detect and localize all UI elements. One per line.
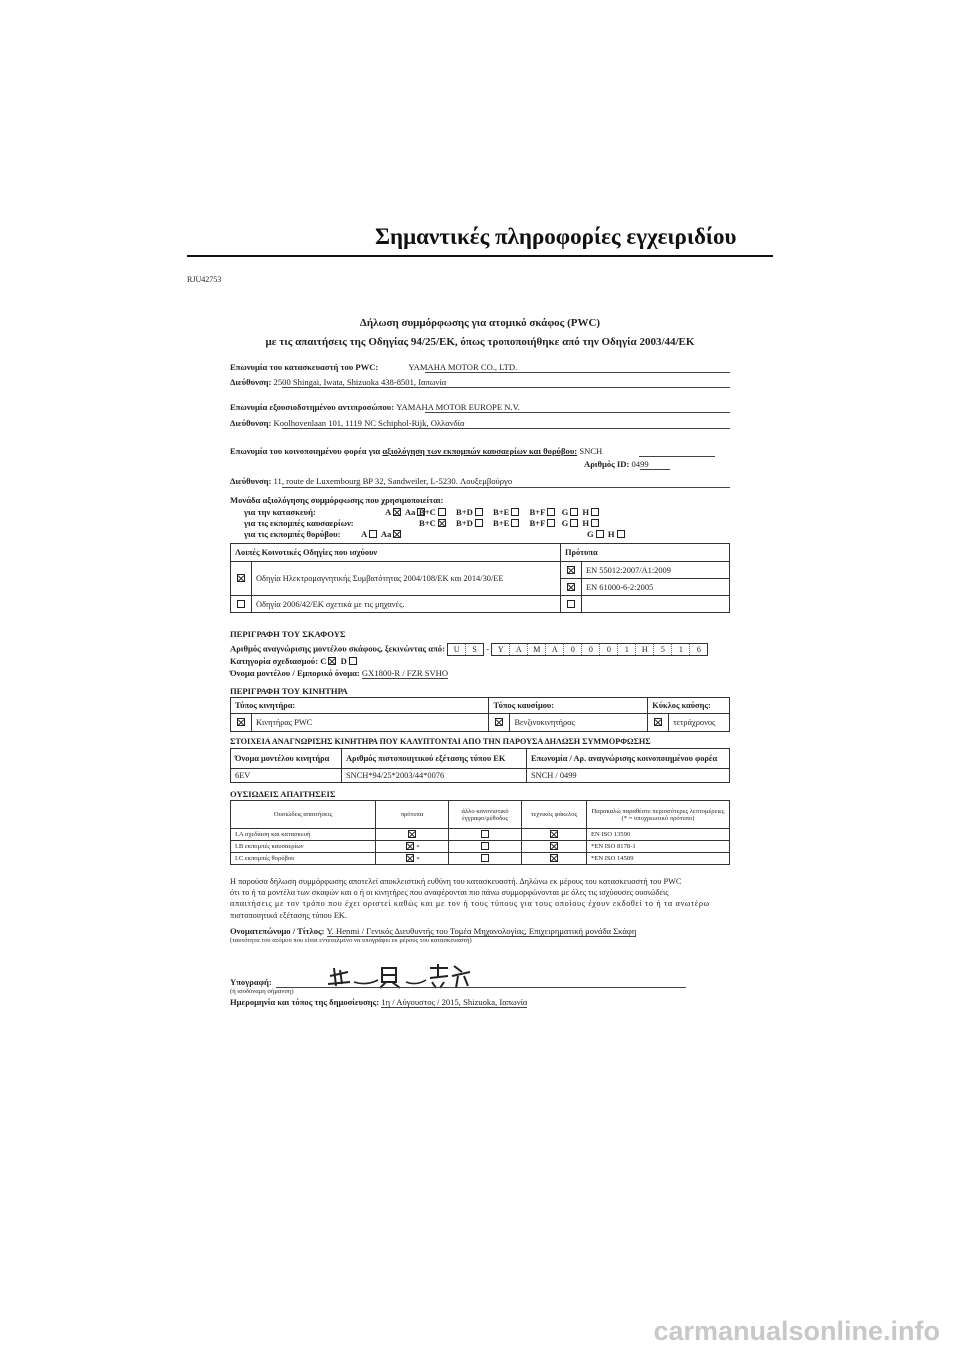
essential-row-other — [449, 829, 522, 841]
address2-row — [230, 418, 730, 428]
ident-table — [230, 748, 730, 783]
craft-id-char: 6 — [696, 645, 701, 654]
manufacturer-underline — [425, 372, 730, 373]
model-row — [230, 668, 730, 679]
essential-row-req: I.C εκπομπές θορύβου — [231, 853, 376, 865]
notified-body-underline — [639, 456, 715, 457]
ident-heading: ΣΤΟΙΧΕΙΑ ΑΝΑΓΝΩΡΙΣΗΣ ΚΙΝΗΤΗΡΑ ΠΟΥ ΚΑΛΥΠΤΟΝΤΑΙ ΑΠΟ ΤΗΝ ΠΑΡΟΥΣΑ ΔΗΛΩΣΗ ΣΥΜΜΟΡΦΩΣΗΣ — [230, 737, 651, 746]
craft-id-prefix-box — [447, 643, 484, 656]
signature-label: Υπογραφή: — [230, 977, 272, 987]
signature-note: (ή ισοδύναμη σήμανση) — [230, 988, 294, 995]
signer-note: (ταυτότητα του ατόμου που είναι εντεταλμένο να υπογράφει εκ μέρους του κατασκευαστή) — [230, 937, 472, 944]
engine-type-value: Κινητήρας PWC — [252, 714, 489, 732]
id-row — [584, 459, 649, 469]
checkbox — [481, 830, 489, 838]
notified-body-label-b: αξιολόγηση των εκπομπών καυσαερίων και θορύβου: — [382, 446, 578, 456]
address3-row — [230, 476, 730, 486]
checkbox-checked — [393, 508, 401, 516]
module-A-label: A — [361, 529, 368, 539]
declaration-paragraph — [230, 876, 730, 921]
essential-heading: ΟΥΣΙΩΔΕΙΣ ΑΠΑΙΤΗΣΕΙΣ — [230, 789, 336, 799]
essential-col5-header: Παρακαλώ παραθέστε περισσότερες λεπτομέρειες (* = υποχρεωτικό πρότυπο) — [587, 801, 730, 829]
essential-row-req: I.A σχεδίαση και κατασκευή — [231, 829, 376, 841]
craft-id-label: Αριθμός αναγνώρισης μοντέλου σκάφους, ξεκινώντας από: — [230, 643, 445, 654]
essential-col1-header: Ουσιώδεις απαιτήσεις — [231, 801, 376, 829]
essential-row-file — [522, 841, 587, 853]
checkbox — [570, 519, 578, 527]
craft-id-char: Y — [492, 644, 510, 655]
checkbox — [481, 842, 489, 850]
address2-label: Διεύθυνση: — [230, 418, 272, 428]
document-code: RJU42753 — [187, 275, 222, 284]
std1-checkbox-cell — [561, 562, 582, 579]
essential-row-std — [376, 829, 449, 841]
address1-underline — [282, 387, 730, 388]
craft-id-char: M — [528, 644, 546, 655]
cycle-value: τετράχρονος — [669, 714, 730, 732]
essential-row-std — [376, 853, 449, 865]
exhaust-modules — [419, 518, 601, 528]
module-BE-label: B+E — [493, 507, 510, 517]
signer-row — [230, 926, 730, 937]
directives-table — [230, 543, 730, 613]
checkbox — [591, 519, 599, 527]
emc-directive: Οδηγία Ηλεκτρομαγνητικής Συμβατότητας 2004/108/ΕΚ και 2014/30/ΕΕ — [252, 562, 561, 596]
rep-value: YAMAHA MOTOR EUROPE N.V. — [396, 402, 520, 412]
module-title: Μονάδα αξιολόγησης συμμόρφωσης που χρησιμοποιείται: — [230, 495, 444, 505]
checkbox-checked — [550, 854, 558, 862]
checkbox — [570, 508, 578, 516]
rep-underline — [425, 412, 730, 413]
fuel-cb-cell — [489, 714, 510, 732]
craft-id-char: 1 — [618, 644, 636, 655]
module-H-label: H — [607, 529, 615, 539]
craft-id-char: A — [546, 644, 564, 655]
essential-col4-header: τεχνικός φάκελος — [522, 801, 587, 829]
signer-label: Ονοματεπώνυμο / Τίτλος: — [230, 926, 325, 936]
date-row — [230, 997, 730, 1008]
checkbox-checked — [438, 519, 446, 527]
checkbox-checked — [654, 718, 662, 726]
checkbox-checked — [393, 530, 401, 538]
craft-id-char: A — [510, 644, 528, 655]
checkbox — [511, 519, 519, 527]
mandatory-mark: * — [416, 844, 420, 851]
checkbox-checked — [406, 842, 414, 850]
module-BC-label: B+C — [419, 518, 436, 528]
checkbox-checked — [328, 657, 336, 665]
checkbox-checked — [408, 830, 416, 838]
address1-value: 2500 Shingai, Iwata, Shizuoka 438-8501, Ιαπωνία — [273, 377, 447, 387]
craft-id-row — [230, 643, 730, 656]
engine-table — [230, 697, 730, 732]
mandatory-mark: * — [416, 856, 420, 863]
signer-value: Y. Henmi / Γενικός Διευθυντής του Τομέα Μηχανολογίας, Επιχειρηματική μονάδα Σκάφη — [326, 926, 637, 936]
essential-col3-header: άλλο κανονιστικό έγγραφο/μέθοδος — [449, 801, 522, 829]
category-D-label: D — [340, 656, 347, 666]
declaration-line-4: πιστοποιητικά εξέτασης τύπου ΕΚ. — [230, 910, 347, 920]
noise-modules-gh — [587, 529, 627, 539]
cycle-cb-cell — [648, 714, 669, 732]
address2-value: Koolhovenlaan 101, 1119 NC Schiphol-Rijk, Ολλανδία — [273, 418, 465, 428]
essential-table — [230, 800, 730, 865]
checkbox — [349, 657, 357, 665]
ident-model: 6EV — [231, 769, 342, 783]
id-label: Αριθμός ID: — [584, 459, 630, 469]
module-grid — [244, 507, 734, 541]
id-value: 0499 — [631, 459, 649, 469]
declaration-title: Δήλωση συμμόρφωσης για ατομικό σκάφος (PWC) — [359, 317, 601, 329]
noise-modules — [361, 529, 403, 539]
id-underline — [640, 469, 670, 470]
header-rule — [187, 255, 773, 257]
module-H-label: H — [582, 507, 590, 517]
craft-id-body-box — [491, 643, 708, 656]
date-label: Ημερομηνία και τόπος της δημοσίευσης: — [230, 997, 380, 1007]
essential-row-detail: *EN ISO 8178-1 — [587, 841, 730, 853]
construction-modules-b — [419, 507, 601, 517]
module-exhaust-label: για τις εκπομπές καυσαερίων: — [244, 518, 354, 528]
module-G-label: G — [561, 518, 569, 528]
declaration-subtitle: με τις απαιτήσεις της Οδηγίας 94/25/ΕΚ, όπως τροποποιήθηκε από την Οδηγία 2003/44/ΕΚ — [265, 336, 695, 348]
manufacturer-value: YAMAHA MOTOR CO., LTD. — [408, 362, 518, 372]
checkbox — [567, 600, 575, 608]
craft-id-char: 5 — [654, 644, 672, 655]
ident-body: SNCH / 0499 — [527, 769, 730, 783]
signature-row — [230, 977, 730, 987]
declaration-line-3: απαιτήσεις με τον τρόπο που έχει οριστεί καθώς και με τον ή τους τύπους για τους οποίους έχουν εκδοθεί το ή τα ανωτέρω — [230, 899, 710, 909]
module-G-label: G — [587, 529, 594, 539]
date-value: 1η / Αύγουστος / 2015, Shizuoka, Ιαπωνία — [381, 997, 528, 1007]
machinery-directive: Οδηγία 2006/42/ΕΚ σχετικά με τις μηχανές. — [252, 596, 561, 613]
rep-row — [230, 402, 730, 412]
checkbox — [547, 519, 555, 527]
essential-col2-header: πρότυπα — [376, 801, 449, 829]
module-construction-label: για την κατασκευή: — [244, 507, 316, 517]
ident-col1-header: Όνομα μοντέλου κινητήρα — [231, 749, 342, 769]
directives-header: Λοιπές Κοινοτικές Οδηγίες που ισχύουν — [231, 544, 561, 562]
machinery-std-checkbox-cell — [561, 596, 582, 613]
rep-label: Επωνυμία εξουσιοδοτημένου αντιπροσώπου: — [230, 402, 395, 412]
craft-id-char: 0 — [564, 644, 582, 655]
checkbox — [596, 530, 604, 538]
essential-row-req: I.B εκπομπές καυσαερίων — [231, 841, 376, 853]
essential-row-detail: EN ISO 13590 — [587, 829, 730, 841]
module-BE-label: B+E — [493, 518, 510, 528]
model-label: Όνομα μοντέλου / Εμπορικό όνομα: — [230, 668, 360, 678]
module-BC-label: B+C — [419, 507, 436, 517]
checkbox — [591, 508, 599, 516]
checkbox — [617, 530, 625, 538]
essential-row-other — [449, 853, 522, 865]
craft-id-char: S — [472, 645, 477, 654]
checkbox — [438, 508, 446, 516]
craft-id-char: H — [636, 644, 654, 655]
module-BF-label: B+F — [529, 507, 546, 517]
module-BD-label: B+D — [456, 507, 473, 517]
notified-body-row — [230, 446, 730, 456]
craft-id-char: U — [448, 644, 466, 655]
checkbox — [237, 600, 245, 608]
category-C-label: C — [320, 656, 327, 666]
address3-value: 11, route de Luxembourg BP 32, Sandweiler, L-5230. Λουξεμβούργο — [273, 476, 513, 486]
fuel-value: Βενζινοκινητήρας — [510, 714, 648, 732]
notified-body-value: SNCH — [579, 446, 603, 456]
craft-id-char: 0 — [600, 644, 618, 655]
declaration-line-2: ότι το ή τα μοντέλα των σκαφών και ο ή οι κινητήρες που αναφέρονται πιο πάνω συμμορφώνονται με όλες τις ισχύουσες ουσιώδεις — [230, 888, 669, 898]
engine-type-header: Τύπος κινητήρα: — [231, 698, 489, 714]
module-noise-label: για τις εκπομπές θορύβου: — [244, 529, 341, 539]
essential-row-other — [449, 841, 522, 853]
essential-row-file — [522, 853, 587, 865]
module-Aa-label: Aa — [380, 529, 392, 539]
module-H-label: H — [582, 518, 590, 528]
address3-label: Διεύθυνση: — [230, 476, 272, 486]
checkbox-checked — [406, 854, 414, 862]
declaration-line-1: Η παρούσα δήλωση συμμόρφωσης αποτελεί αποκλειστική ευθύνη του κατασκευαστή. Δηλώνω εκ μέρους του κατασκευαστή του PWC — [230, 877, 682, 886]
notified-body-label-a: Επωνυμία του κοινοποιημένου φορέα για — [230, 446, 383, 456]
checkbox — [547, 508, 555, 516]
checkbox-checked — [567, 583, 575, 591]
standard-2: EN 61000-6-2:2005 — [582, 579, 730, 596]
ident-col2-header: Αριθμός πιστοποιητικού εξέτασης τύπου ΕΚ — [342, 749, 527, 769]
checkbox — [475, 519, 483, 527]
checkbox — [369, 530, 377, 538]
address1-row — [230, 377, 730, 387]
checkbox — [481, 854, 489, 862]
module-Aa-label: Aa — [404, 507, 416, 517]
watermark-logo: carmanualsonline.info — [653, 1316, 940, 1346]
page-title: Σημαντικές πληροφορίες εγχειριδίου — [375, 224, 737, 249]
checkbox-checked — [567, 566, 575, 574]
craft-id-char: 1 — [672, 644, 690, 655]
checkbox — [475, 508, 483, 516]
engine-type-cb-cell — [231, 714, 252, 732]
module-BF-label: B+F — [529, 518, 546, 528]
essential-row-std — [376, 841, 449, 853]
checkbox-checked — [237, 574, 245, 582]
std2-checkbox-cell — [561, 579, 582, 596]
category-label: Κατηγορία σχεδιασμού: — [230, 656, 319, 666]
engine-heading: ΠΕΡΙΓΡΑΦΗ ΤΟΥ ΚΙΝΗΤΗΡΑ — [230, 686, 348, 696]
craft-id-dash: - — [486, 643, 490, 654]
checkbox-checked — [550, 830, 558, 838]
model-value: GX1800-R / FZR SVHO — [361, 668, 449, 678]
ident-col3-header: Επωνυμία / Αρ. αναγνώρισης κοινοποιημένου φορέα — [527, 749, 730, 769]
craft-heading: ΠΕΡΙΓΡΑΦΗ ΤΟΥ ΣΚΑΦΟΥΣ — [230, 629, 346, 639]
essential-row-detail: *EN ISO 14509 — [587, 853, 730, 865]
machinery-standard — [582, 596, 730, 613]
module-G-label: G — [561, 507, 569, 517]
address1-label: Διεύθυνση: — [230, 377, 272, 387]
fuel-type-header: Τύπος καυσίμου: — [489, 698, 648, 714]
cycle-header: Κύκλος καύσης: — [648, 698, 730, 714]
ident-cert: SNCH*94/25*2003/44*0076 — [342, 769, 527, 783]
emc-checkbox-cell — [231, 562, 252, 596]
essential-row-file — [522, 829, 587, 841]
module-BD-label: B+D — [456, 518, 473, 528]
manufacturer-label: Επωνυμία του κατασκευαστή του PWC: — [230, 362, 379, 372]
checkbox-checked — [237, 718, 245, 726]
standard-1: EN 55012:2007/A1:2009 — [582, 562, 730, 579]
address3-underline — [282, 487, 730, 488]
category-row — [230, 656, 730, 666]
standards-header: Πρότυπα — [561, 544, 730, 562]
machinery-checkbox-cell — [231, 596, 252, 613]
checkbox-checked — [550, 842, 558, 850]
manufacturer-row — [230, 362, 730, 372]
checkbox-checked — [495, 718, 503, 726]
address2-underline — [282, 428, 730, 429]
module-A-label: A — [385, 507, 392, 517]
checkbox — [511, 508, 519, 516]
craft-id-char: 0 — [582, 644, 600, 655]
